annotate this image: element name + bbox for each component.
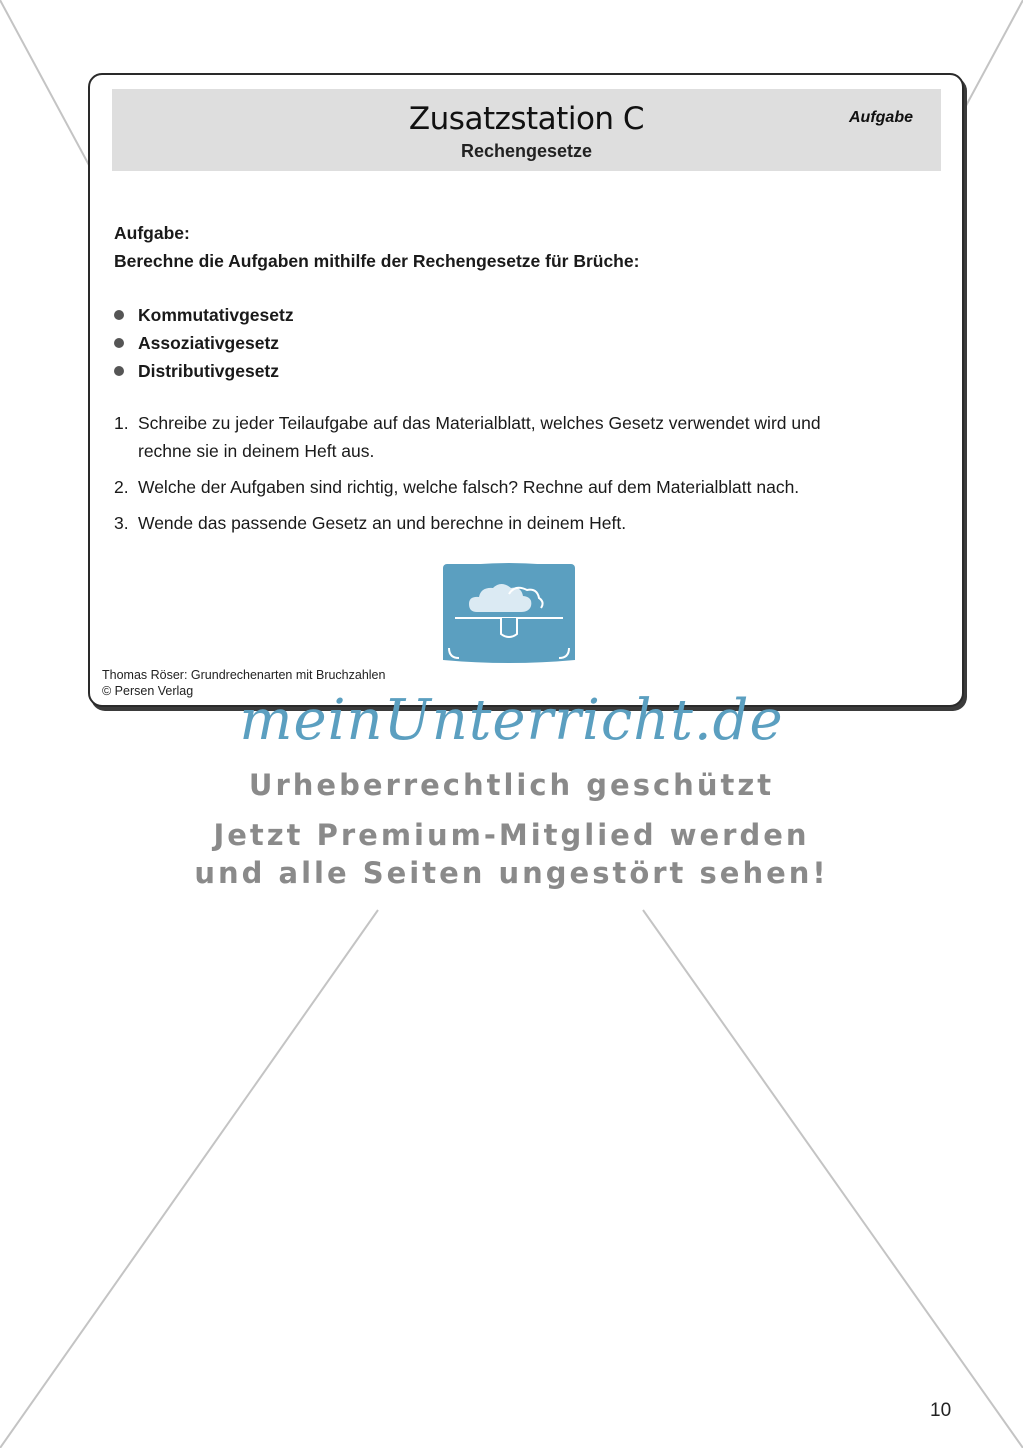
watermark-logo: meinUnterricht.de [239, 688, 784, 753]
law-label: Distributivgesetz [138, 361, 279, 381]
task-number: 1. [114, 413, 129, 433]
law-label: Assoziativgesetz [138, 333, 280, 353]
watermark-copyright: Urheberrechtlich geschützt [248, 768, 775, 802]
list-item [114, 473, 924, 501]
station-card [88, 73, 964, 707]
task-heading: Aufgabe: [114, 223, 190, 243]
card-header [112, 89, 941, 171]
card-subtitle: Rechengesetze [460, 141, 593, 161]
list-item [114, 357, 924, 385]
list-item [114, 509, 924, 537]
briefcase-cloud-icon [439, 560, 579, 668]
footer-publisher: © Persen Verlag [102, 684, 194, 698]
card-content [114, 219, 924, 545]
list-item [114, 301, 924, 329]
task-number: 2. [114, 477, 129, 497]
task-intro: Berechne die Aufgaben mithilfe der Rechengesetze für Brüche: [114, 251, 640, 271]
page-number: 10 [930, 1400, 952, 1421]
law-list [114, 301, 924, 385]
task-number: 3. [114, 513, 129, 533]
task-text: Schreibe zu jeder Teilaufgabe auf das Materialblatt, welches Gesetz verwendet wird und [138, 413, 821, 433]
task-text-cont: rechne sie in deinem Heft aus. [138, 441, 375, 461]
task-text: Wende das passende Gesetz an und berechne in deinem Heft. [138, 513, 627, 533]
card-title: Zusatzstation C [408, 101, 645, 137]
footer-author: Thomas Röser: Grundrechenarten mit Bruchzahlen [102, 668, 386, 682]
bullet-icon [114, 366, 124, 376]
bullet-icon [114, 310, 124, 320]
task-text: Welche der Aufgaben sind richtig, welche falsch? Rechne auf dem Materialblatt nach. [138, 477, 800, 497]
bullet-icon [114, 338, 124, 348]
list-item [114, 329, 924, 357]
law-label: Kommutativgesetz [138, 305, 294, 325]
list-item [114, 409, 924, 465]
card-tag: Aufgabe [849, 109, 913, 126]
watermark-premium: Jetzt Premium-Mitglied werden [213, 818, 810, 852]
task-list [114, 409, 924, 537]
watermark-premium-cont: und alle Seiten ungestört sehen! [194, 856, 829, 890]
